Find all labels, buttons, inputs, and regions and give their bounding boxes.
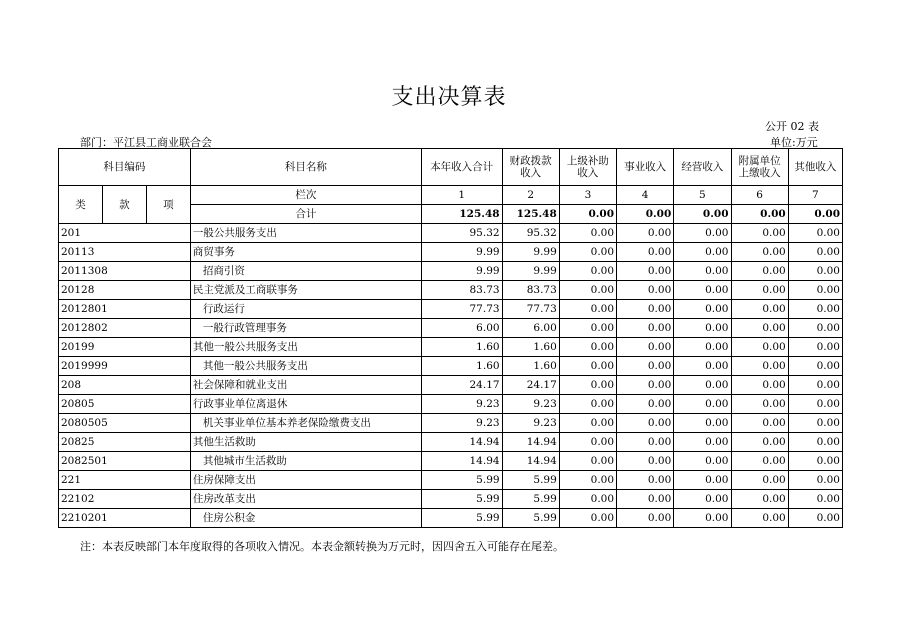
footnote: 注：本表反映部门本年度取得的各项收入情况。本表金额转换为万元时，因四舍五入可能存在尾差。 xyxy=(80,540,564,553)
subject-code-cell: 208 xyxy=(59,376,191,395)
value-cell-5: 0.00 xyxy=(674,490,731,509)
table-body xyxy=(59,224,843,528)
table-row xyxy=(59,509,843,528)
value-cell-6: 0.00 xyxy=(731,509,788,528)
value-cell-1: 6.00 xyxy=(421,319,502,338)
value-cell-2: 9.23 xyxy=(502,395,559,414)
value-cell-3: 0.00 xyxy=(559,509,616,528)
value-cell-3: 0.00 xyxy=(559,452,616,471)
value-cell-7: 0.00 xyxy=(788,509,842,528)
col-num-4: 4 xyxy=(617,186,674,205)
value-cell-3: 0.00 xyxy=(559,490,616,509)
value-cell-2: 77.73 xyxy=(502,300,559,319)
subject-name-cell: 其他一般公共服务支出 xyxy=(190,357,421,376)
subject-name-cell: 其他一般公共服务支出 xyxy=(190,338,421,357)
header-kuan: 款 xyxy=(102,186,146,224)
value-cell-6: 0.00 xyxy=(731,414,788,433)
value-cell-3: 0.00 xyxy=(559,262,616,281)
value-cell-4: 0.00 xyxy=(617,395,674,414)
value-cell-6: 0.00 xyxy=(731,262,788,281)
value-cell-2: 24.17 xyxy=(502,376,559,395)
value-cell-2: 5.99 xyxy=(502,471,559,490)
value-cell-7: 0.00 xyxy=(788,357,842,376)
value-cell-3: 0.00 xyxy=(559,357,616,376)
value-cell-7: 0.00 xyxy=(788,433,842,452)
value-cell-7: 0.00 xyxy=(788,224,842,243)
value-cell-4: 0.00 xyxy=(617,509,674,528)
value-cell-4: 0.00 xyxy=(617,243,674,262)
total-value-4: 0.00 xyxy=(617,205,674,224)
subject-code-cell: 20199 xyxy=(59,338,191,357)
value-cell-6: 0.00 xyxy=(731,319,788,338)
value-cell-6: 0.00 xyxy=(731,281,788,300)
table-row xyxy=(59,357,843,376)
subject-code-cell: 22102 xyxy=(59,490,191,509)
table-row xyxy=(59,281,843,300)
subject-name-cell: 社会保障和就业支出 xyxy=(190,376,421,395)
value-cell-4: 0.00 xyxy=(617,433,674,452)
header-lei: 类 xyxy=(59,186,103,224)
value-cell-7: 0.00 xyxy=(788,376,842,395)
table-row xyxy=(59,471,843,490)
col-num-5: 5 xyxy=(674,186,731,205)
header-other: 其他收入 xyxy=(788,149,842,186)
value-cell-6: 0.00 xyxy=(731,338,788,357)
value-cell-3: 0.00 xyxy=(559,243,616,262)
value-cell-5: 0.00 xyxy=(674,395,731,414)
value-cell-1: 14.94 xyxy=(421,433,502,452)
table-row xyxy=(59,395,843,414)
table-row xyxy=(59,224,843,243)
col-num-1: 1 xyxy=(421,186,502,205)
value-cell-6: 0.00 xyxy=(731,395,788,414)
page-title: 支出决算表 xyxy=(391,85,507,110)
table-row xyxy=(59,243,843,262)
value-cell-6: 0.00 xyxy=(731,490,788,509)
value-cell-1: 5.99 xyxy=(421,490,502,509)
subject-name-cell: 民主党派及工商联事务 xyxy=(190,281,421,300)
header-total: 本年收入合计 xyxy=(421,149,502,186)
total-value-5: 0.00 xyxy=(674,205,731,224)
subject-code-cell: 221 xyxy=(59,471,191,490)
value-cell-2: 9.99 xyxy=(502,243,559,262)
value-cell-6: 0.00 xyxy=(731,471,788,490)
value-cell-1: 5.99 xyxy=(421,471,502,490)
value-cell-4: 0.00 xyxy=(617,262,674,281)
subject-code-cell: 2012802 xyxy=(59,319,191,338)
value-cell-2: 9.99 xyxy=(502,262,559,281)
value-cell-5: 0.00 xyxy=(674,262,731,281)
value-cell-4: 0.00 xyxy=(617,224,674,243)
subject-code-cell: 201 xyxy=(59,224,191,243)
value-cell-6: 0.00 xyxy=(731,452,788,471)
value-cell-1: 9.23 xyxy=(421,414,502,433)
value-cell-4: 0.00 xyxy=(617,300,674,319)
total-value-1: 125.48 xyxy=(421,205,502,224)
total-value-2: 125.48 xyxy=(502,205,559,224)
value-cell-2: 6.00 xyxy=(502,319,559,338)
value-cell-5: 0.00 xyxy=(674,319,731,338)
value-cell-4: 0.00 xyxy=(617,376,674,395)
col-num-7: 7 xyxy=(788,186,842,205)
value-cell-3: 0.00 xyxy=(559,319,616,338)
value-cell-5: 0.00 xyxy=(674,281,731,300)
value-cell-7: 0.00 xyxy=(788,300,842,319)
value-cell-4: 0.00 xyxy=(617,281,674,300)
table-row xyxy=(59,376,843,395)
subject-code-cell: 20113 xyxy=(59,243,191,262)
value-cell-5: 0.00 xyxy=(674,376,731,395)
value-cell-6: 0.00 xyxy=(731,243,788,262)
value-cell-4: 0.00 xyxy=(617,490,674,509)
table-row xyxy=(59,319,843,338)
value-cell-5: 0.00 xyxy=(674,300,731,319)
value-cell-3: 0.00 xyxy=(559,433,616,452)
header-subject-name: 科目名称 xyxy=(190,149,421,186)
header-operating: 经营收入 xyxy=(674,149,731,186)
value-cell-7: 0.00 xyxy=(788,414,842,433)
value-cell-6: 0.00 xyxy=(731,224,788,243)
subject-name-cell: 一般公共服务支出 xyxy=(190,224,421,243)
unit-label: 单位:万元 xyxy=(770,136,818,149)
value-cell-5: 0.00 xyxy=(674,338,731,357)
value-cell-4: 0.00 xyxy=(617,452,674,471)
value-cell-7: 0.00 xyxy=(788,490,842,509)
value-cell-5: 0.00 xyxy=(674,509,731,528)
subject-code-cell: 2012801 xyxy=(59,300,191,319)
value-cell-6: 0.00 xyxy=(731,376,788,395)
total-label: 合计 xyxy=(190,205,421,224)
value-cell-6: 0.00 xyxy=(731,433,788,452)
table-row xyxy=(59,300,843,319)
value-cell-5: 0.00 xyxy=(674,414,731,433)
total-value-6: 0.00 xyxy=(731,205,788,224)
value-cell-4: 0.00 xyxy=(617,319,674,338)
table-row xyxy=(59,490,843,509)
value-cell-2: 9.23 xyxy=(502,414,559,433)
subject-name-cell: 其他生活救助 xyxy=(190,433,421,452)
value-cell-3: 0.00 xyxy=(559,224,616,243)
value-cell-3: 0.00 xyxy=(559,395,616,414)
value-cell-1: 77.73 xyxy=(421,300,502,319)
value-cell-7: 0.00 xyxy=(788,471,842,490)
subject-code-cell: 20825 xyxy=(59,433,191,452)
value-cell-1: 1.60 xyxy=(421,338,502,357)
subject-name-cell: 住房保障支出 xyxy=(190,471,421,490)
value-cell-3: 0.00 xyxy=(559,281,616,300)
value-cell-2: 1.60 xyxy=(502,338,559,357)
subject-name-cell: 住房改革支出 xyxy=(190,490,421,509)
value-cell-3: 0.00 xyxy=(559,338,616,357)
value-cell-1: 95.32 xyxy=(421,224,502,243)
header-subject-code: 科目编码 xyxy=(59,149,191,186)
subject-code-cell: 2019999 xyxy=(59,357,191,376)
header-fiscal: 财政拨款收入 xyxy=(502,149,559,186)
value-cell-6: 0.00 xyxy=(731,300,788,319)
header-xiang: 项 xyxy=(146,186,190,224)
value-cell-3: 0.00 xyxy=(559,300,616,319)
form-number: 公开 02 表 xyxy=(765,120,819,133)
value-cell-5: 0.00 xyxy=(674,243,731,262)
subject-name-cell: 住房公积金 xyxy=(190,509,421,528)
subject-name-cell: 行政运行 xyxy=(190,300,421,319)
subject-name-cell: 机关事业单位基本养老保险缴费支出 xyxy=(190,414,421,433)
value-cell-1: 9.23 xyxy=(421,395,502,414)
value-cell-7: 0.00 xyxy=(788,395,842,414)
header-lanci: 栏次 xyxy=(190,186,421,205)
subject-name-cell: 其他城市生活救助 xyxy=(190,452,421,471)
value-cell-1: 24.17 xyxy=(421,376,502,395)
value-cell-2: 5.99 xyxy=(502,509,559,528)
table-row xyxy=(59,452,843,471)
value-cell-5: 0.00 xyxy=(674,471,731,490)
table-row xyxy=(59,262,843,281)
value-cell-2: 83.73 xyxy=(502,281,559,300)
value-cell-7: 0.00 xyxy=(788,319,842,338)
department-label: 部门：平江县工商业联合会 xyxy=(80,136,212,149)
value-cell-4: 0.00 xyxy=(617,338,674,357)
subject-code-cell: 2082501 xyxy=(59,452,191,471)
value-cell-4: 0.00 xyxy=(617,414,674,433)
subject-code-cell: 2210201 xyxy=(59,509,191,528)
subject-name-cell: 一般行政管理事务 xyxy=(190,319,421,338)
value-cell-2: 14.94 xyxy=(502,452,559,471)
value-cell-7: 0.00 xyxy=(788,338,842,357)
value-cell-1: 1.60 xyxy=(421,357,502,376)
col-num-3: 3 xyxy=(559,186,616,205)
subject-name-cell: 行政事业单位离退休 xyxy=(190,395,421,414)
subject-code-cell: 20128 xyxy=(59,281,191,300)
subject-name-cell: 招商引资 xyxy=(190,262,421,281)
value-cell-7: 0.00 xyxy=(788,452,842,471)
col-num-2: 2 xyxy=(502,186,559,205)
value-cell-2: 95.32 xyxy=(502,224,559,243)
total-value-3: 0.00 xyxy=(559,205,616,224)
value-cell-3: 0.00 xyxy=(559,414,616,433)
value-cell-7: 0.00 xyxy=(788,243,842,262)
value-cell-4: 0.00 xyxy=(617,471,674,490)
subject-code-cell: 2080505 xyxy=(59,414,191,433)
value-cell-1: 9.99 xyxy=(421,262,502,281)
table-row xyxy=(59,338,843,357)
value-cell-1: 5.99 xyxy=(421,509,502,528)
header-upper: 上级补助收入 xyxy=(559,149,616,186)
value-cell-1: 83.73 xyxy=(421,281,502,300)
value-cell-1: 14.94 xyxy=(421,452,502,471)
value-cell-5: 0.00 xyxy=(674,433,731,452)
header-affiliated: 附属单位上缴收入 xyxy=(731,149,788,186)
header-business: 事业收入 xyxy=(617,149,674,186)
subject-code-cell: 2011308 xyxy=(59,262,191,281)
value-cell-5: 0.00 xyxy=(674,452,731,471)
table-row xyxy=(59,433,843,452)
value-cell-7: 0.00 xyxy=(788,262,842,281)
value-cell-1: 9.99 xyxy=(421,243,502,262)
value-cell-2: 14.94 xyxy=(502,433,559,452)
expenditure-table xyxy=(58,148,843,528)
subject-name-cell: 商贸事务 xyxy=(190,243,421,262)
col-num-6: 6 xyxy=(731,186,788,205)
subject-code-cell: 20805 xyxy=(59,395,191,414)
value-cell-3: 0.00 xyxy=(559,376,616,395)
table-row xyxy=(59,414,843,433)
value-cell-5: 0.00 xyxy=(674,224,731,243)
value-cell-2: 5.99 xyxy=(502,490,559,509)
value-cell-3: 0.00 xyxy=(559,471,616,490)
value-cell-6: 0.00 xyxy=(731,357,788,376)
value-cell-5: 0.00 xyxy=(674,357,731,376)
value-cell-2: 1.60 xyxy=(502,357,559,376)
value-cell-7: 0.00 xyxy=(788,281,842,300)
value-cell-4: 0.00 xyxy=(617,357,674,376)
total-value-7: 0.00 xyxy=(788,205,842,224)
